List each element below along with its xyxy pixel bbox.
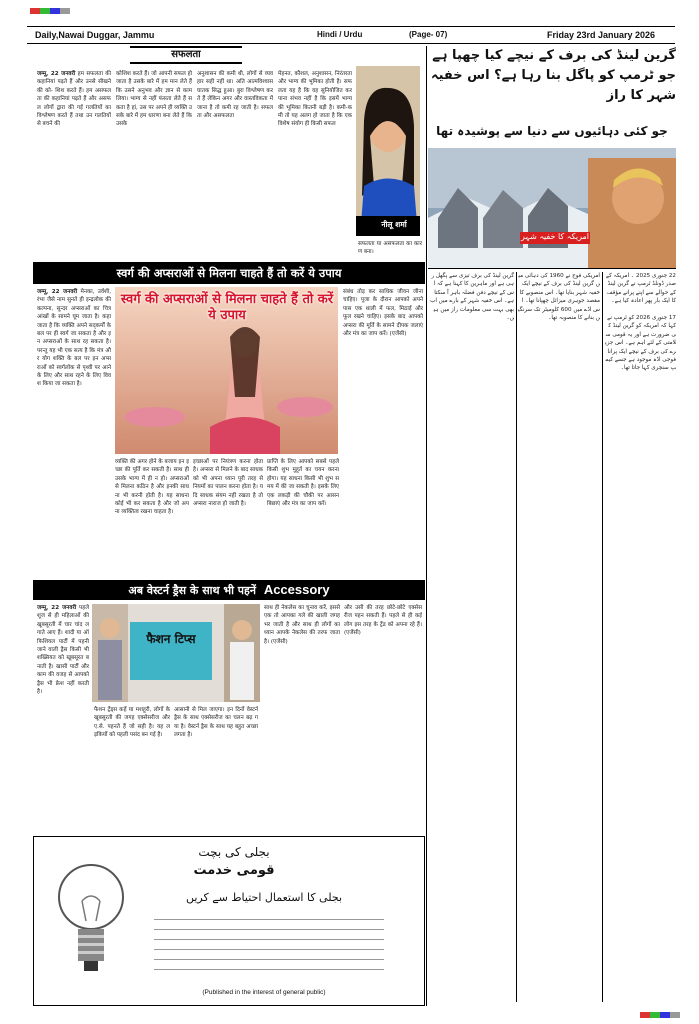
accessory-banner-english: Accessory bbox=[263, 582, 330, 597]
issue-date: Friday 23rd January 2026 bbox=[547, 30, 656, 40]
apsara-banner: स्वर्ग की अप्सराओं से मिलना चाहते हैं तो करें ये उपाय bbox=[33, 262, 425, 284]
greenland-col-right bbox=[604, 272, 676, 1000]
success-text-4: मेहनत, कौशल, अनुशासन, निरंतरता और भाग्य की भूमिका होती है। सफलता यह है कि वह सुनियोजित कर पाना संभव नहीं है कि इसमें भाग्य की भूमिका कितनी बड़ी है। कमी-कमी तो यह अलग हो जाता है कि एक विशेष संयोग ही किसी सफल bbox=[278, 71, 352, 128]
accessory-text-4: साथ ही नेकलेस का चुनाव करें, इससे एक तो आपका गले की खाली जगह भर जाती है और साथ ही लोगों का ध्यान आपके नेकलेस की तरफ जाता है। (एजेंसी) bbox=[264, 605, 340, 645]
apsara-col-2 bbox=[115, 458, 189, 576]
accessory-col-4 bbox=[264, 604, 340, 830]
author-photo bbox=[356, 66, 420, 236]
divider bbox=[428, 268, 676, 269]
accessory-col-1 bbox=[37, 604, 89, 830]
success-lead: जम्मू, 22 जनवरी bbox=[37, 71, 76, 77]
apsara-text-1: मेनका, उर्वशी, रंभा जैसे नाम सुनते ही इन्द्रलोक की कल्पना, सुन्दर अप्सराओं का चित्र आंखों के सामने घूम जाता है। कहा जाता है कि व्यक्ति अपने सद्‌कर्मों के बल पर ही स्वर्ग जा सकता है और इन अप्सराओं के साथ रह सकता है। परन्तु यह भी एक सत्य है कि मंत्र और योग शक्ति के बल पर इन अप्सराओं को स्वर्गलोक से पृथ्वी पर आने के लिए और साथ रहने के लिए विवश किया जा सकता है। bbox=[37, 289, 111, 388]
apsara-col-3 bbox=[193, 458, 263, 576]
section-title: सफलता bbox=[130, 46, 242, 64]
register-mark bbox=[30, 8, 70, 14]
divider bbox=[426, 46, 427, 1006]
page-number: (Page- 07) bbox=[409, 30, 448, 39]
success-text-5: सफलता या असफलता का कारण बना। bbox=[358, 241, 422, 256]
accessory-col-3 bbox=[174, 706, 258, 830]
success-col-2 bbox=[116, 70, 192, 256]
lightbulb-icon bbox=[54, 851, 128, 991]
success-text-2: कोशिश करते हैं। जो आपनी सफल हो जाता है उसके बारे में हम मान लेते हैं कि उसने अनुभव और ज्ञान से काम लिया। भाग्य से नहीं फंसता लेते हैं सकता है हां, उस पर अपने ही व्यक्ति उसके बारे में हम धारणा बना लेते हैं कि उसके bbox=[116, 71, 192, 128]
psa-footer: (Published in the interest of general public) bbox=[202, 989, 326, 996]
psa-lines bbox=[154, 913, 384, 975]
apsara-image-title: स्वर्ग की अप्सराओं से मिलना चाहते हैं तो करें ये उपाय bbox=[120, 292, 334, 323]
apsara-col-5 bbox=[343, 288, 423, 576]
page-header bbox=[27, 26, 675, 44]
author-portrait-icon bbox=[356, 66, 420, 236]
accessory-banner bbox=[33, 580, 425, 600]
greenland-text-right-a: 22 جنوری 2025 ۔ امریکہ کے صدر ڈونلڈ ٹرمپ نے گرین لینڈ کے حوالے سے اپنے پرانے مؤقف کا ایک بار پھر اعادہ کیا ہے۔ bbox=[605, 273, 676, 305]
wolves-ice-collage-icon bbox=[428, 148, 676, 268]
accessory-col-5 bbox=[344, 604, 422, 830]
success-col-5 bbox=[358, 240, 422, 260]
greenland-text-right-b: 17 جنوری 2026 کو ٹرمپ نے کہا کہ امریکہ کو گرین لینڈ کی ضرورت ہے اور یہ قومی سلامتی کے لئے اہم ہے۔ اس جزیرے کی برف کے نیچے ایک پرانا فوجی اڈہ موجود ہے جسے کیمپ سنچری کہا جاتا تھا۔ bbox=[605, 315, 676, 372]
paper-name: Daily,Nawai Duggar, Jammu bbox=[35, 30, 155, 40]
greenland-col-left bbox=[430, 272, 514, 1000]
accessory-text-2: फैशन ट्रेंड्स कहें या मशहूरी, लोगों के खूबसूरती की जगह एक्सेसरीज और ए.से. पहनते हैं जो सही है। यह लड़कियों को पहली पसंद बन गई है। bbox=[94, 707, 170, 739]
greenland-image-caption: امریکہ کا خفیہ شہر bbox=[520, 232, 590, 244]
apsara-text-4: प्राप्ति के लिए आपको सबसे पहले किसी शुभ मुहूर्त का चयन करना होगा। यह साधना किसी भी शुभ समय में की जा सकती है। इसके लिए एक लकड़ी की चौकी पर आसन बिछाएं और मंत्र का जाप करें। bbox=[267, 459, 339, 508]
accessory-banner-hindi: अब वेस्टर्न ड्रैस के साथ भी पहनें bbox=[128, 584, 256, 597]
success-col-3 bbox=[197, 70, 273, 256]
success-text-1: हम सफलता की कहानियां पढ़ते हैं और उनसे सीखने की को- शिश करते हैं। हम असफलता की कहानियां पढ़ते हैं और असफल लोगों द्वारा की गई गलतियों का विश्लेषण करते हैं तथा उन गलतियों से बचने की bbox=[37, 71, 111, 128]
psa-title: بجلی کی بچت bbox=[198, 845, 270, 859]
success-col-1 bbox=[37, 70, 111, 256]
success-text-3: अनुशासन की कमी थी, लोगों से व्यवहार सही नहीं था। अति आत्मविश्वास घातक सिद्ध हुआ। बुरा विश्लेषण करते हैं लेकिन अगर और वास्तविकता में जाना है तो कमी रह जाती है। सफलता और असफलता bbox=[197, 71, 273, 120]
greenland-text-middle: امریکی فوج نے 1960 کی دہائی میں گرین لینڈ کی برف کے نیچے ایک خفیہ شہر بنایا تھا۔ اس منصوبے کا مقصد جوہری میزائل چھپانا تھا۔ اس اڈے میں 600 کلومیٹر تک سرنگیں بنانے کا منصوبہ تھا۔ bbox=[518, 273, 600, 322]
accessory-text-1: पहले शूज से ही महिलाओं की खूबसूरती में चार चांद लगाते आए हैं। शादी या ऑफिशियल पार्टी में पहनी जाने वाली ड्रैस किसी भी शख्सियत को खूबसूरत बनाती है। खासी पार्टी और काम की वजह से आपको ड्रैस भी फ्रेश नहीं करती है। bbox=[37, 605, 89, 696]
greenland-col-middle bbox=[518, 272, 600, 1000]
divider bbox=[516, 272, 517, 1002]
accessory-lead: जम्मू, 22 जनवरी bbox=[37, 605, 77, 611]
greenland-image bbox=[428, 148, 676, 268]
fashion-tips-badge: फैशन टिप्स bbox=[130, 622, 212, 680]
psa-subtitle: قومی خدمت bbox=[193, 863, 275, 878]
accessory-text-5: और उसी की तरह छोटे-छोटे एक्सेसरीज पहन सकती हैं। पहले से ही कई लोग इस तरह के ट्रेंड को अपना रहे हैं। (एजेंसी) bbox=[344, 605, 422, 637]
language-label: Hindi / Urdu bbox=[317, 30, 363, 39]
accessory-text-3: आसानी से मिल जाएगा। इन दिनों वेस्टर्न ड्रैस के साथ एक्सेसरीज का चलन बढ़ गया है। वेस्टर्न ड्रैस के साथ यह बहुत अच्छा लगता है। bbox=[174, 707, 258, 739]
apsara-lead: जम्मू, 22 जनवरी bbox=[37, 289, 78, 295]
apsara-text-2: व्यक्ति की अगर होने के बजाय इन इच्छा की पूर्ति कर सकती है। साथ ही उसके भाग्य में ही न हो। अप्सराओं से मिलना कठिन है और इनकी साधना भी करनी होती है। यह साधना कोई भी कर सकता है और जो अपना व्यक्तित्व रखना चाहता है। bbox=[115, 459, 189, 516]
apsara-text-3: इच्छाओं पर नियंत्रण करना होता है। अप्सरा से मिलने के बाद साधक को भी अपना ध्यान पूरी तरह से नियमों का पालन करना होता है। यदि साधक संयम नहीं रखता है तो अप्सरा नाराज हो जाती है। bbox=[193, 459, 263, 508]
apsara-col-1 bbox=[37, 288, 111, 576]
greenland-subhead: جو کئی دہائیوں سے دنیا سے پوشیدہ تھا bbox=[436, 124, 668, 138]
author-name: नीलू शर्मा bbox=[381, 220, 407, 229]
accessory-col-2 bbox=[94, 706, 170, 830]
register-mark bbox=[640, 1012, 680, 1018]
divider bbox=[602, 272, 603, 1002]
greenland-text-left: گرین لینڈ کی برف تیزی سے پگھل رہی ہے اور ماہرین کا کہنا ہے کہ اس کے نیچے دفن فضلہ باہر آ سکتا ہے۔ اس خفیہ شہر کے بارے میں اب بھی بہت سی معلومات راز میں ہیں۔ bbox=[430, 273, 514, 322]
electricity-psa bbox=[33, 836, 425, 1006]
greenland-headline: گرین لینڈ کی برف کے نیچے کیا چھپا ہے جو ٹرمپ کو پاگل بنا رہا ہے؟ اس خفیہ شہر کا راز bbox=[430, 48, 676, 103]
success-col-4 bbox=[278, 70, 352, 256]
psa-line: بجلی کا استعمال احتیاط سے کریں bbox=[185, 891, 343, 904]
apsara-col-4 bbox=[267, 458, 339, 576]
apsara-text-5: संबंध तोड़ कर साधिक जीवन जीना चाहिए। पूजा के दौरान आपको अपने पास एक थाली में फल, मिठाई और फूल रखने चाहिए। इसके बाद आपको अप्सरा की मूर्ति के सामने दीपक जलाएं और मंत्र का जाप करें। (एजेंसी) bbox=[343, 289, 423, 338]
